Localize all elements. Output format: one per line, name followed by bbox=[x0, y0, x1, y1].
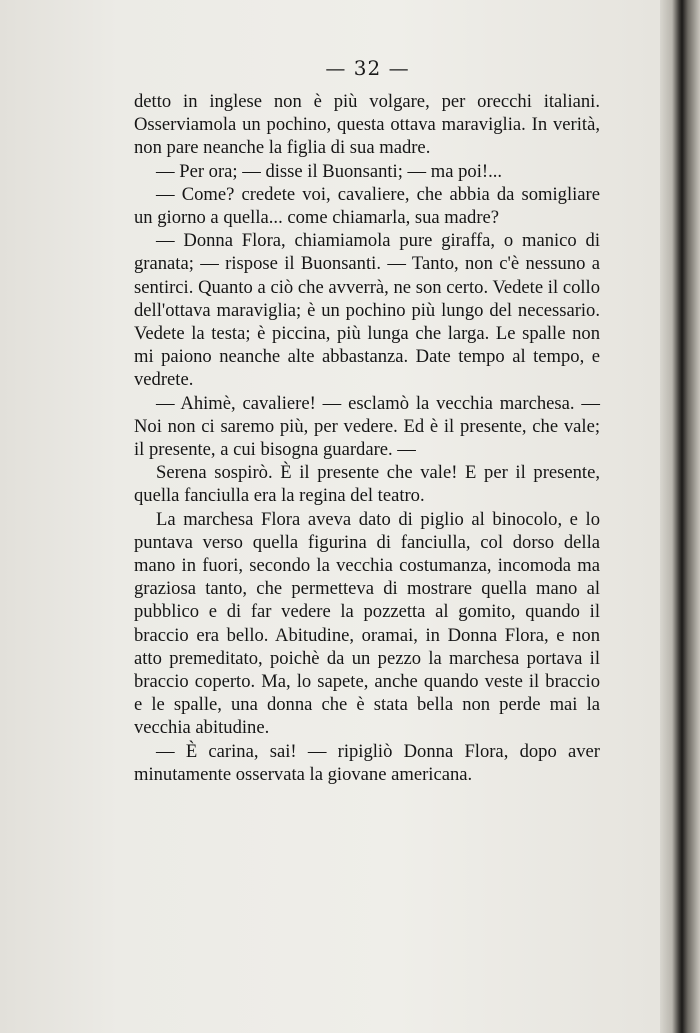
paragraph-3: — Come? credete voi, cavaliere, che abbia da somigliare un giorno a quella... come chiamarla, sua madre? bbox=[134, 183, 600, 229]
paragraph-6: Serena sospirò. È il presente che vale! E per il presente, quella fanciulla era la regina del teatro. bbox=[134, 462, 600, 507]
page-number: — 32 — bbox=[325, 56, 410, 80]
paragraph-7: La marchesa Flora aveva dato di piglio al binocolo, e lo puntava verso quella figurina di fanciulla, col dorso della mano in fuori, secondo la vecchia costumanza, incomoda ma graziosa tanto, che permetteva di mostrare quella mano al pubblico e di far vedere la pozzetta al gomito, quando il braccio era bello. Abitudine, oramai, in Donna Flora, e non atto premeditato, poichè da un pezzo la marchesa portava il braccio coperto. Ma, lo sapete, anche quando veste il braccio e le spalle, una donna che è stata bella non perde mai la vecchia abitudine. bbox=[134, 508, 600, 739]
paragraph-2: — Per ora; — disse il Buonsanti; — ma poi!... bbox=[156, 160, 503, 182]
paragraph-4: — Donna Flora, chiamiamola pure giraffa, o manico di granata; — rispose il Buonsanti. — Tanto, non c'è nessuno a sentirci. Quanto a ciò che avverrà, ne son certo. Vedete il collo dell'ottava maraviglia; è un pochino più lungo del necessario. Vedete la testa; è piccina, più lunga che larga. Le spalle non mi paiono neanche alte abbastanza. Date tempo al tempo, e vedrete. bbox=[134, 230, 600, 391]
body-text bbox=[134, 90, 600, 786]
book-gutter bbox=[660, 0, 700, 1033]
paragraph-1: detto in inglese non è più volgare, per orecchi italiani. Osserviamola un pochino, questa ottava maraviglia. In verità, non pare neanche la figlia di sua madre. bbox=[134, 91, 600, 159]
paragraph-5: — Ahimè, cavaliere! — esclamò la vecchia marchesa. — Noi non ci saremo più, per vedere. Ed è il presente, che vale; il presente, a cui bisogna guardare. — bbox=[134, 392, 600, 461]
paragraph-8: — È carina, sai! — ripigliò Donna Flora, dopo aver minutamente osservata la giovane americana. bbox=[134, 740, 600, 785]
